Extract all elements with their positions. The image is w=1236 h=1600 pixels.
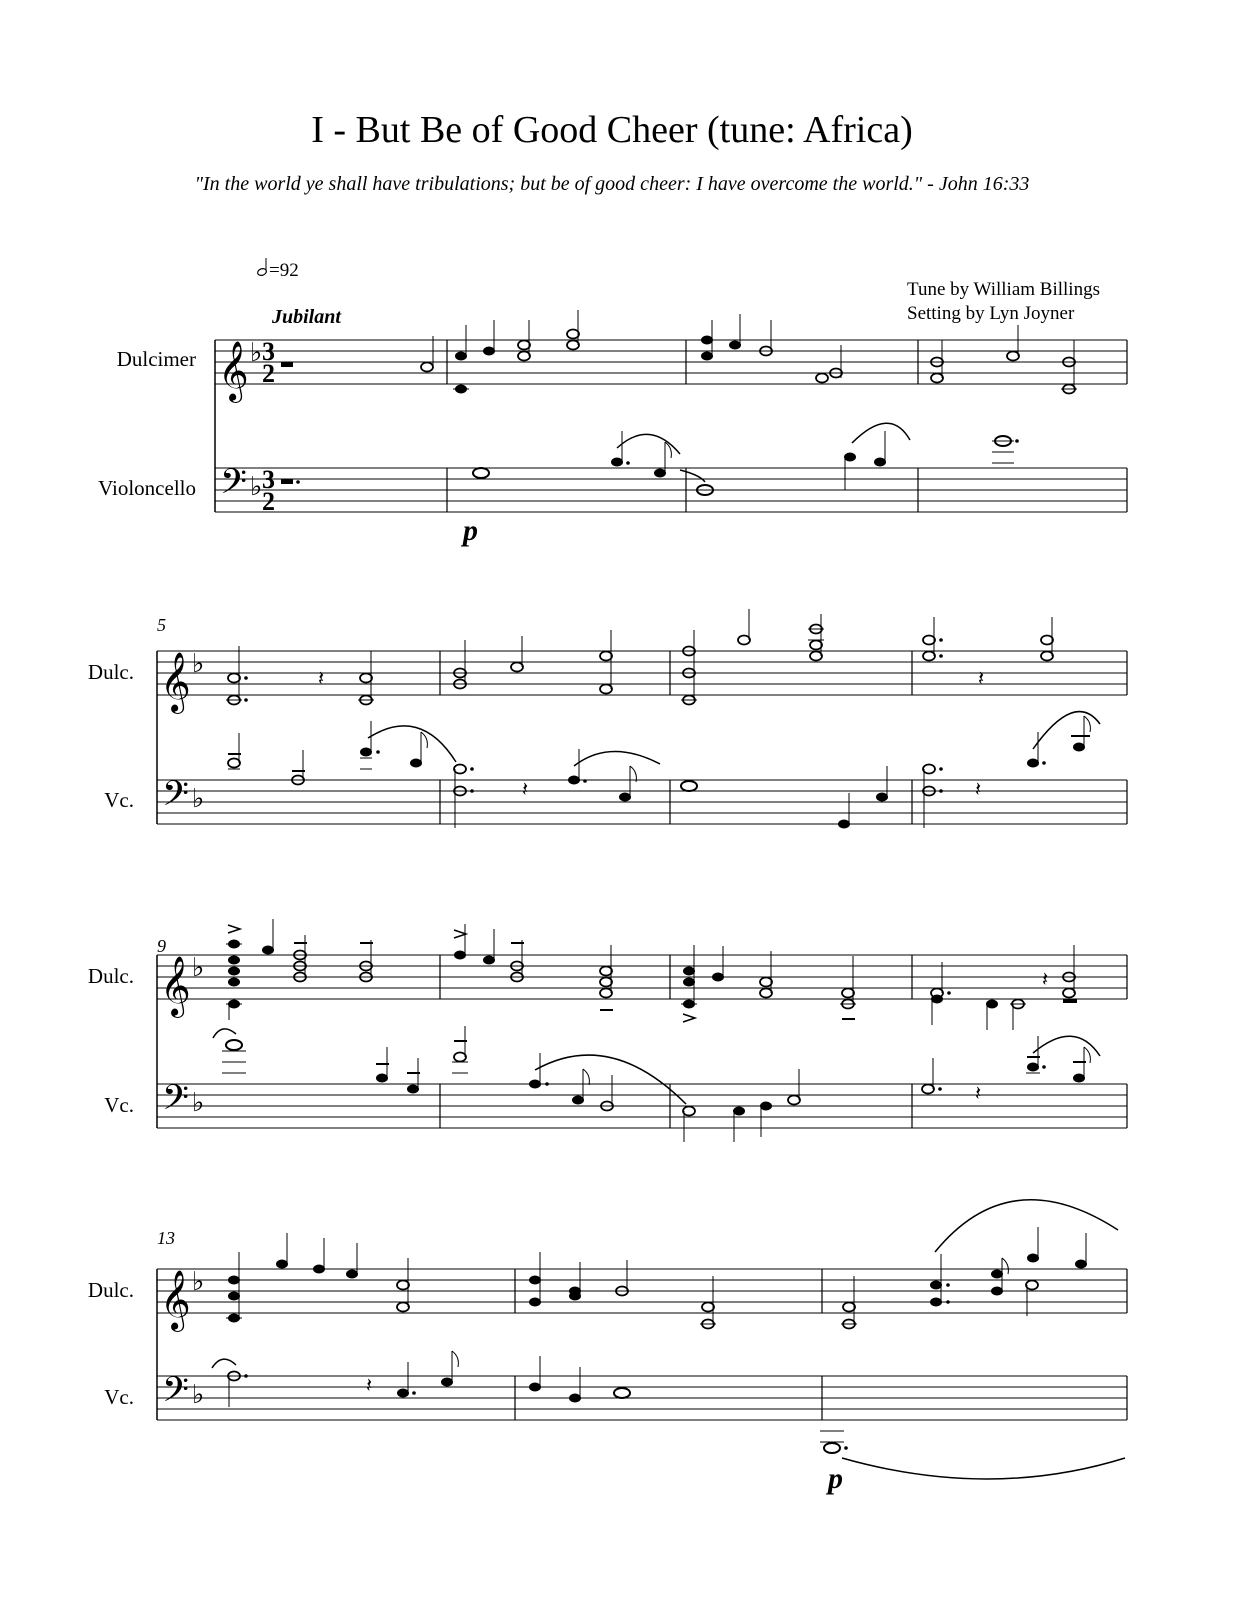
barlines: [515, 1269, 1127, 1420]
instrument-short-cello: Vc.: [104, 1093, 134, 1117]
treble-clef-icon: 𝄞: [160, 1270, 191, 1330]
staff-dulcimer: [215, 340, 1127, 384]
svg-text:𝄽: 𝄽: [975, 777, 982, 801]
chord: [931, 325, 1077, 394]
instrument-short-cello: Vc.: [104, 1385, 134, 1409]
barlines: [447, 340, 1127, 512]
note: [611, 431, 630, 467]
system-3: [88, 919, 1127, 1142]
time-signature-top: 3: [262, 465, 275, 494]
slur: [617, 434, 680, 454]
treble-clef-icon: 𝄞: [160, 652, 191, 712]
barlines: [440, 651, 1127, 824]
bass-clef-icon: 𝄢: [162, 1077, 190, 1126]
measure-number: 5: [157, 615, 166, 635]
setting-credit: Setting by Lyn Joyner: [907, 303, 1075, 324]
instrument-short-dulcimer: Dulc.: [87, 1278, 134, 1302]
note: [874, 431, 886, 467]
time-signature-top: 3: [262, 337, 275, 366]
half-rest: [281, 479, 293, 484]
staff-cello: [157, 780, 1127, 824]
whole-note: [473, 468, 489, 478]
chord: [226, 646, 374, 705]
note: [421, 336, 433, 372]
treble-clef-icon: 𝄞: [160, 956, 191, 1016]
flat-key-icon: ♭: [192, 1088, 205, 1118]
tempo-value: =92: [269, 260, 299, 281]
dynamic-piano: p: [828, 1462, 843, 1495]
flat-key-icon: ♭: [192, 784, 205, 814]
system-1: [98, 310, 1127, 547]
chord: [923, 617, 1053, 690]
flat-key-icon: ♭: [192, 953, 205, 983]
note: [654, 442, 671, 478]
scripture-subtitle: "In the world ye shall have tribulations; but be of good cheer: I have overcome the world." - John 16:33: [194, 173, 1030, 195]
svg-text:𝄽: 𝄽: [978, 666, 985, 690]
svg-text:𝄽: 𝄽: [366, 1373, 373, 1397]
dynamic-piano: p: [463, 514, 478, 547]
slur: [680, 470, 705, 482]
slur: [852, 423, 910, 443]
staff-cello: [215, 468, 1127, 512]
flat-key-icon: ♭: [192, 1267, 205, 1297]
chord: [681, 609, 824, 705]
chord: [701, 314, 842, 383]
barlines: [440, 955, 1127, 1128]
svg-text:𝄽: 𝄽: [318, 666, 325, 690]
system-2: [88, 609, 1127, 829]
time-signature-bottom: 2: [262, 359, 275, 388]
tempo-marking: [257, 258, 299, 281]
staff-dulcimer: [157, 1269, 1127, 1313]
svg-text:𝄽: 𝄽: [975, 1081, 982, 1105]
bass-clef-icon: 𝄢: [220, 461, 248, 510]
piece-title: I - But Be of Good Cheer (tune: Africa): [311, 109, 913, 151]
cello-notes: [228, 712, 1100, 829]
half-rest: [281, 362, 293, 367]
instrument-short-dulcimer: Dulc.: [87, 660, 134, 684]
instrument-short-dulcimer: Dulc.: [87, 964, 134, 988]
bass-clef-icon: 𝄢: [162, 1369, 190, 1418]
expression-mark: Jubilant: [272, 306, 341, 328]
flat-key-icon: ♭: [192, 1380, 205, 1410]
staff-cello: [157, 1084, 1127, 1128]
chord: [453, 310, 579, 394]
dot: [296, 480, 300, 484]
system-4: [88, 1200, 1127, 1495]
staff-cello: [157, 1376, 1127, 1420]
dulcimer-notes: [226, 919, 1077, 1030]
dulcimer-notes: [226, 1200, 1118, 1329]
flat-key-icon: ♭: [250, 472, 263, 502]
instrument-short-cello: Vc.: [104, 788, 134, 812]
svg-text:𝄽: 𝄽: [522, 777, 529, 801]
tune-credit: Tune by William Billings: [907, 279, 1100, 300]
flat-key-icon: ♭: [192, 649, 205, 679]
svg-text:𝄽: 𝄽: [1042, 967, 1049, 991]
measure-number: 9: [157, 936, 166, 956]
time-signature-bottom: 2: [262, 487, 275, 516]
bass-clef-icon: 𝄢: [162, 773, 190, 822]
treble-clef-icon: 𝄞: [218, 341, 249, 401]
flat-key-icon: ♭: [250, 338, 263, 368]
measure-number: 13: [157, 1228, 175, 1248]
instrument-name-cello: Violoncello: [98, 476, 196, 500]
cello-notes: [212, 1351, 1125, 1479]
note: [844, 453, 856, 491]
whole-note: [992, 436, 1019, 463]
instrument-name-dulcimer: Dulcimer: [116, 347, 196, 371]
